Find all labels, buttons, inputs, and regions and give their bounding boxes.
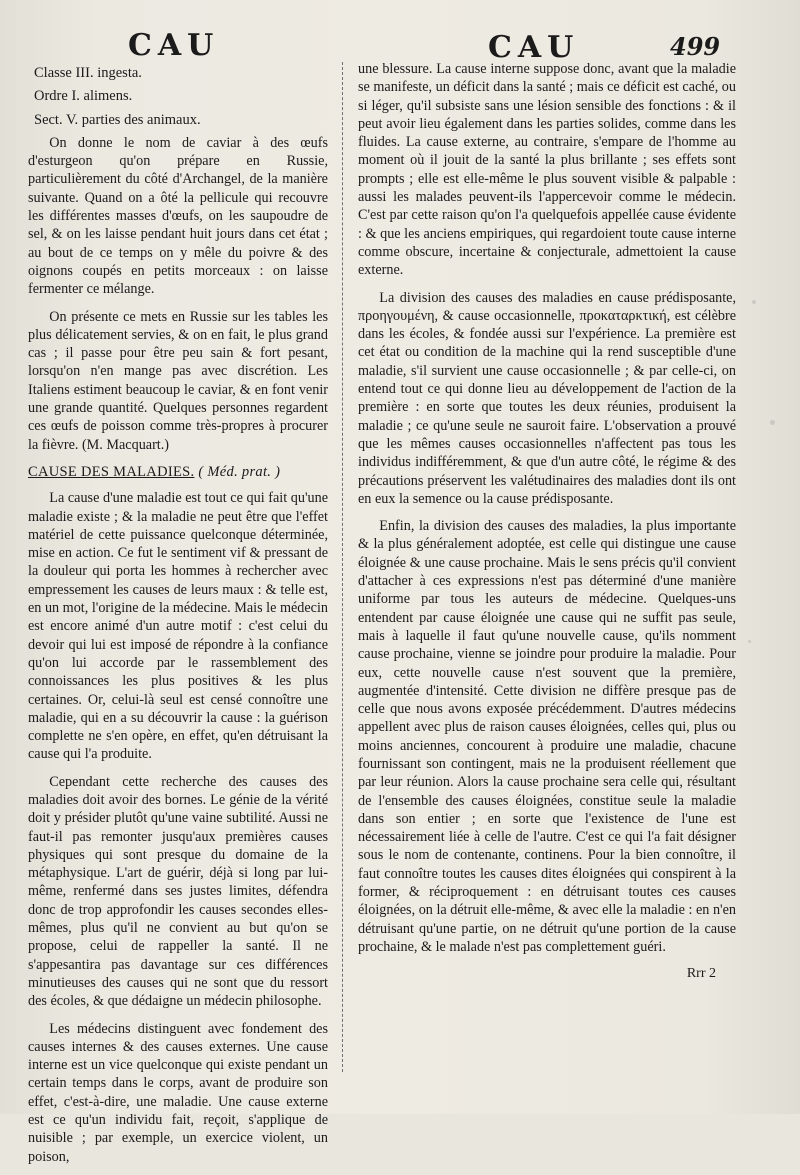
article-title: CAUSE DES MALADIES. [28, 463, 195, 480]
running-head [0, 22, 800, 65]
paragraph-predisposing: La division des causes des maladies en cause prédisposante, προηγουμένη, & cause occasionnelle, προκαταρκτική, est célèbre dans les écoles, & fondée aussi sur l'expérience. La première est cet état ou condition de la machine qui la rend susceptible d'une maladie, s'il survient une cause occasionnelle ; & par celle-ci, on entend tout ce qui donne lieu au développement de l'action de la première : en sorte que toutes les deux réunies, produisent la maladie ; ce qu'une seule ne sauroit faire. L'observation a prouvé que les mêmes causes occasionnelles n'affectent pas tous les individus indifféremment, & que d'un autre côté, le régime & des précautions préservent les valétudinaires des maladies dont ils ont en eux la semence ou la cause prédisposante. [358, 289, 736, 507]
signature-mark: Rrr 2 [686, 966, 716, 982]
running-head-right: CAU [488, 30, 580, 65]
paper-speck [770, 420, 775, 425]
classification-section: Sect. V. parties des animaux. [34, 111, 201, 128]
paper-speck [752, 300, 756, 304]
left-column [28, 60, 328, 1175]
paragraph-caviar-consumption: On présente ce mets en Russie sur les tables les plus délicatement servies, & on en fait, le plus grand cas ; il passe pour être peu sain & fort pesant, lorsqu'on n'en mange pas avec discrétion. Les Italiens estiment beaucoup le caviar, & en font venir une grande quantité. Quelques personnes regardent ces œufs de poisson comme très-propres à procurer la fièvre. (M. Macquart.) [28, 308, 328, 453]
paper-speck [748, 640, 751, 643]
classification-order: Ordre I. alimens. [34, 88, 133, 105]
paragraph-definition: La cause d'une maladie est tout ce qui fait qu'une maladie existe ; & la maladie ne peut être que l'effet matériel de cette puissance quelconque déterminée, mise en action. Ce fut le sentiment vif & pressant de la douleur qui porta les hommes à rechercher avec empressement les causes de leurs maux : & telle est, en un mot, l'origine de la médecine. Mais le médecin est encore animé d'un autre motif : c'est celui du devoir qui lui est imposé de répondre à la confiance qu'on lui accorde par le rassemblement des connoissances les plus positives & les plus certaines. Or, celui-là seul est censé connoître une maladie, qui en a su découvrir la cause : la guérison complette ne s'en opère, en effet, qu'en détruisant la cause qui l'a produite. [28, 490, 329, 763]
paragraph-continuation: une blessure. La cause interne suppose donc, avant que la maladie se manifeste, un déficit dans la santé ; mais ce déficit est caché, ou si léger, qu'il subsiste sans une lésion sensible des fonctions : & il peut avoir lieu également dans les parties solides, comme dans les fluides. La cause externe, au contraire, s'empare de l'homme au moment où il jouit de la santé la plus brillante ; ses effets sont prompts ; elle est elle-même le plus souvent visible & palpable : aussi les malades peuvent-ils l'appercevoir comme le médecin. C'est par cette raison qu'on l'a quelquefois appellée cause évidente : & que les anciens empiriques, qui regardoient toute cause interne comme obscure, incertaine & conjecturale, admettoient la cause externe. [358, 61, 736, 279]
article-discipline: ( Méd. prat. ) [198, 463, 281, 480]
article-heading [28, 463, 328, 481]
paragraph-internal-external: Les médecins distinguent avec fondement des causes internes & des causes externes. Une cause interne est un vice quelconque qui existe pendant un certain temps dans le corps, avant de produire son effet, c'est-à-dire, une maladie. Une cause externe est ce qu'un individu fait, reçoit, s'applique de nuisible ; par exemple, un exercice violent, un poison, [28, 1020, 328, 1165]
paragraph-proximate: Enfin, la division des causes des maladies, la plus importante & la plus généralement adoptée, est celle qui distingue une cause éloignée & une cause prochaine. Mais le sens précis qu'il convient d'attacher à ces expressions n'est pas déterminé d'une manière uniforme par tous les auteurs de médecine. Quelques-uns entendent par cause éloignée une cause qui ne suffit pas seule, mais à laquelle il faut qu'une nouvelle cause, qu'ils nomment cause prochaine, vienne se joindre pour produire la maladie. Pour eux, cette nouvelle cause n'est souvent que la première, augmentée d'intensité. Cette division ne diffère presque pas de celle que nous avons exposée précédemment. D'autres médecins appellent avec plus de raison causes éloignées, celles qui, plus ou moins anciennes, concourent à produire une maladie, chacune fournissant son contingent, mais ne la produisent réellement que par leur réunion. Alors la cause prochaine sera celle qui, résultant de l'ensemble des causes éloignées, constitue seule la maladie dans son entier ; en sorte que l'existence de l'une est nécessairement liée à celle de l'autre. C'est ce qui l'a fait désigner sous le nom de contenante, continens. Pour la bien connoître, il faut connoître toutes les causes dites éloignées qui conspirent à la former, & réciproquement : en détruisant toutes ces causes éloignées, on la détruit elle-même, & avec elle la maladie : en n'en détruisant qu'une partie, on ne détruit qu'une portion de la cause prochaine, & le malade n'est pas complettement guéri. [358, 518, 736, 955]
classification-class: Classe III. ingesta. [34, 65, 142, 81]
page-number: 499 [670, 32, 721, 61]
paragraph-caviar-preparation: On donne le nom de caviar à des œufs d'esturgeon qu'on prépare en Russie, particulièrement du côté d'Archangel, de la manière suivante. Quand on a ôté la pellicule qui recouvre les différentes masses d'œufs, on les saupoudre de sel, & on les laisse pendant huit jours dans cet état ; au bout de ce temps on y mêle du poivre & des oignons coupés en petits morceaux : on laisse fermenter ce mélange. [28, 134, 328, 298]
running-head-left: CAU [128, 28, 220, 63]
right-column [358, 60, 736, 984]
paragraph-limits: Cependant cette recherche des causes des maladies doit avoir des bornes. Le génie de la vérité doit y présider plutôt qu'une vaine subtilité. Aussi ne faut-il pas remonter jusqu'aux premières causes physiques qui sont presque du domaine de la métaphysique. L'art de guérir, déjà si long par lui-même, renfermé dans ses justes limites, défendra donc de trop approfondir les causes secondes elles-mêmes, plus qu'il ne convient au but qu'on se propose, celui de rappeller la santé. Il ne s'appesantira pas davantage sur ces différences minutieuses des causes qui ne sont que du ressort des écoles, & que dédaigne un médecin philosophe. [28, 773, 328, 1010]
column-divider [342, 62, 343, 1072]
